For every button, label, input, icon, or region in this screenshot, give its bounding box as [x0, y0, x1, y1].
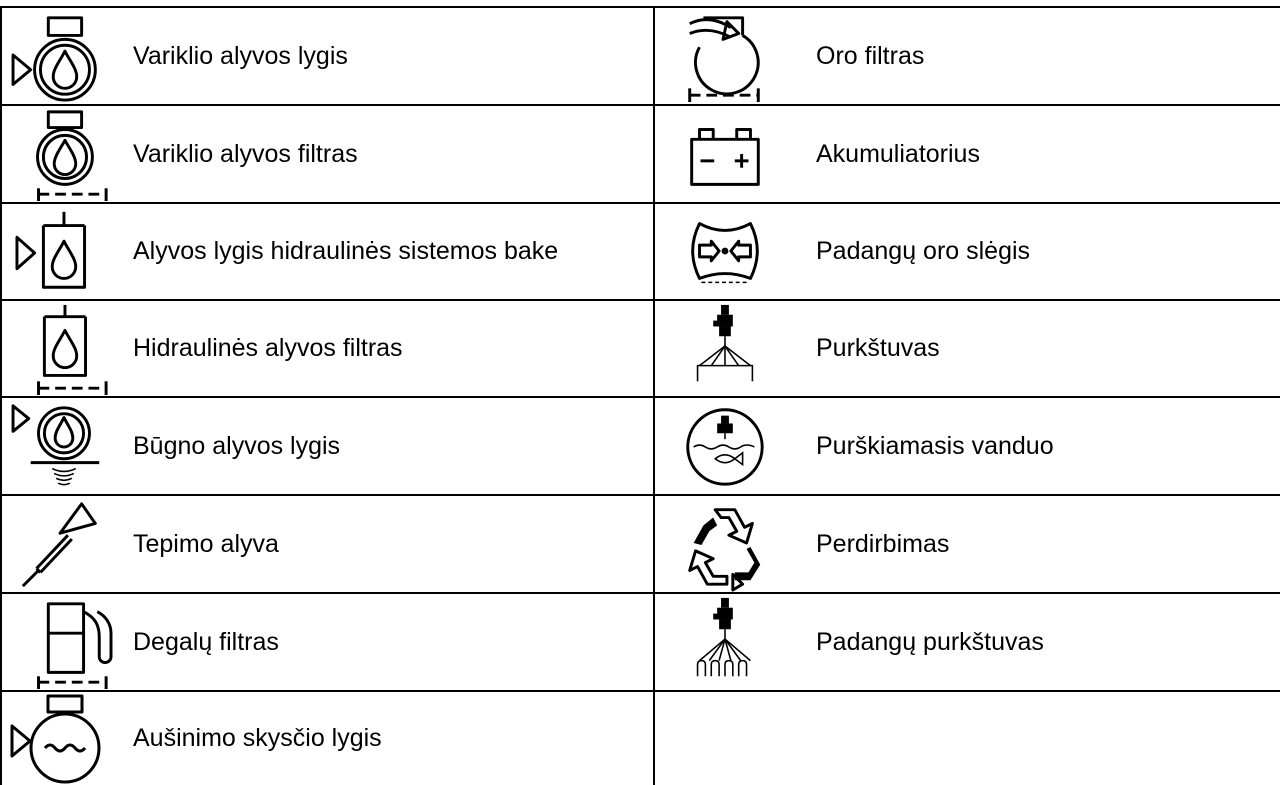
legend-label: Padangų oro slėgis [816, 237, 1031, 265]
legend-label: Variklio alyvos filtras [133, 139, 358, 168]
legend-label: Variklio alyvos lygis [133, 41, 348, 70]
legend-row-fuel-filter [0, 594, 653, 692]
fuel-filter-icon [8, 594, 118, 690]
legend-label: Padangų purkštuvas [816, 627, 1044, 656]
grease-gun-icon [8, 496, 118, 592]
air-filter-icon [669, 8, 779, 104]
legend-label: Oro filtras [816, 41, 925, 70]
legend-label: Akumuliatorius [816, 139, 980, 168]
legend-label: Būgno alyvos lygis [133, 431, 341, 460]
legend-label: Perdirbimas [816, 529, 950, 558]
coolant-level-icon [8, 692, 118, 785]
engine-oil-filter-icon [8, 106, 118, 202]
hydraulic-oil-filter-icon [8, 301, 118, 396]
legend-row-recycling [655, 496, 1280, 594]
tire-pressure-icon [669, 204, 779, 299]
drum-oil-level-icon [8, 398, 118, 494]
legend-label: Aušinimo skysčio lygis [133, 724, 382, 752]
legend-label: Alyvos lygis hidraulinės sistemos bake [133, 237, 559, 265]
legend-label: Tepimo alyva [133, 529, 279, 558]
legend-row-coolant-level [0, 692, 653, 785]
legend-row-hydraulic-oil-filter [0, 301, 653, 398]
legend-row-hydraulic-tank-oil-level [0, 204, 653, 301]
symbol-legend-table [0, 6, 1280, 783]
legend-label: Degalų filtras [133, 627, 279, 656]
legend-row-engine-oil-level [0, 8, 653, 106]
legend-label: Hidraulinės alyvos filtras [133, 334, 403, 362]
legend-row-drum-oil-level [0, 398, 653, 496]
legend-row-empty [655, 692, 1280, 785]
legend-label: Purškiamasis vanduo [816, 431, 1054, 460]
battery-icon [669, 106, 779, 202]
recycling-icon [669, 496, 779, 592]
legend-row-tire-pressure [655, 204, 1280, 301]
spray-water-icon [669, 398, 779, 494]
hydraulic-tank-oil-level-icon [8, 204, 118, 299]
tire-sprayer-icon [669, 594, 779, 690]
legend-row-air-filter [655, 8, 1280, 106]
legend-row-battery [655, 106, 1280, 204]
legend-row-sprayer [655, 301, 1280, 398]
sprayer-icon [669, 301, 779, 396]
legend-row-engine-oil-filter [0, 106, 653, 204]
legend-row-spray-water [655, 398, 1280, 496]
legend-row-tire-sprayer [655, 594, 1280, 692]
engine-oil-level-icon [8, 8, 118, 104]
legend-row-grease-gun [0, 496, 653, 594]
legend-label: Purkštuvas [816, 334, 940, 362]
